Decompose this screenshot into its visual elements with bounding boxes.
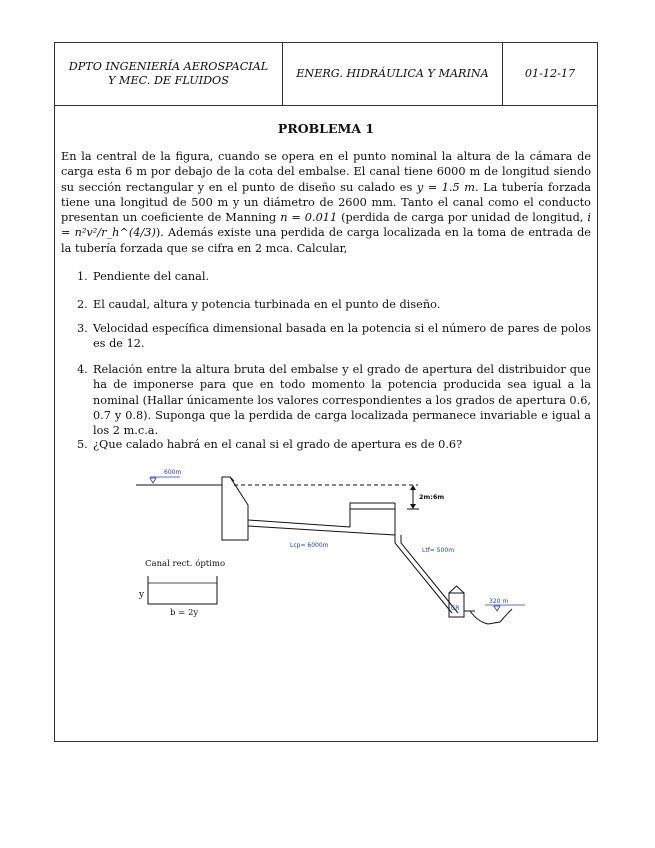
question-number: 3.: [77, 322, 88, 335]
channel-section: [148, 576, 217, 604]
question-number: 1.: [77, 270, 88, 283]
arrow-down-icon: [410, 504, 416, 509]
section-width-label: b = 2y: [170, 608, 199, 618]
problem-title: PROBLEMA 1: [277, 121, 375, 136]
manning-equation: n = 0.011: [280, 211, 338, 225]
question-number: 2.: [77, 298, 88, 311]
question-text: ¿Que calado habrá en el canal si el grado de apertura es de 0.6?: [93, 438, 463, 451]
tailwater-basin: [470, 609, 512, 624]
headloss-equation: i = n²v²/r_h^(4/3): [61, 211, 592, 240]
water-level-triangle-icon: [494, 606, 500, 611]
water-level-triangle-icon: [150, 478, 156, 483]
question-number: 5.: [77, 438, 88, 451]
statement-part-a: En la central de la figura, cuando se opera en el punto nominal la altura de la cámara de carga esta 6 m por debajo de la cota del embalse. El canal tiene 6000 m de longitud siendo su sección rectangular y en el punto de diseño su calado es: [61, 150, 591, 194]
tailwater-level-label: 320 m: [489, 598, 509, 605]
section-title: Canal rect. óptimo: [145, 559, 226, 569]
canal-bottom: [248, 526, 395, 535]
statement-part-c: (perdida de carga por unidad de longitud,: [341, 211, 584, 225]
reservoir-level-label: 600m: [164, 469, 182, 476]
course-name: ENERG. HIDRÁULICA Y MARINA: [296, 67, 489, 80]
canal-length-label: Lcp= 6000m: [290, 542, 329, 549]
question-number: 4.: [77, 363, 88, 376]
statement-part-b: . La tubería forzada tiene una longitud de 500 m y un diámetro de 2600 mm. Tanto el canal como el conducto presentan un coeficiente de Manning: [61, 180, 591, 225]
statement-part-d: ). Además existe una perdida de carga localizada en la toma de entrada de la tubería forzada que se cifra en 2 mca. Calcular,: [61, 226, 591, 255]
powerhouse-label: CR: [451, 605, 460, 612]
depth-equation: y = 1.5 m: [416, 180, 475, 194]
department-line-2: Y MEC. DE FLUIDOS: [108, 74, 229, 87]
penstock-length-label: Ltf= 500m: [422, 547, 455, 554]
head-drop-label: 2m:6m: [419, 493, 445, 501]
canal-top: [248, 520, 350, 527]
question-text: Relación entre la altura bruta del embalse y el grado de apertura del distribuidor que ha de imponerse para que en todo momento la potencia producida sea igual a la nominal (Hallar únicamente los valores correspondientes a los grados de apertura 0.6, 0.7 y 0.8). Suponga que la perdida de carga localizada permanece invariable e igual a los 2 m.c.a.: [93, 363, 591, 438]
section-height-label: y: [139, 590, 145, 600]
dam: [222, 477, 248, 540]
forebay-chamber: [350, 503, 395, 527]
powerhouse-roof: [449, 586, 464, 593]
exam-date: 01-12-17: [524, 67, 576, 80]
arrow-up-icon: [410, 485, 416, 490]
question-text: El caudal, altura y potencia turbinada en el punto de diseño.: [93, 298, 441, 311]
department-line-1: DPTO INGENIERÍA AEROSPACIAL: [68, 60, 269, 73]
question-text: Velocidad específica dimensional basada en la potencia si el número de pares de polos es de 12.: [93, 322, 591, 351]
question-text: Pendiente del canal.: [93, 270, 210, 283]
